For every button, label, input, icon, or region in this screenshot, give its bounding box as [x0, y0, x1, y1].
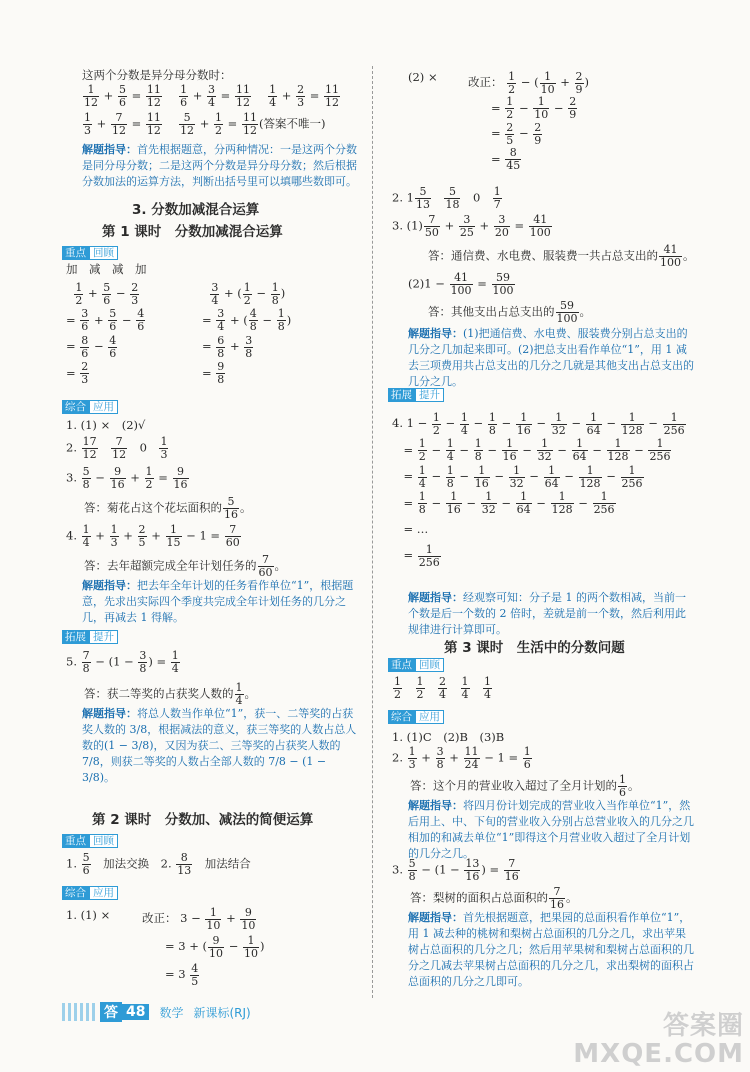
answer-text: 答：其他支出占总支出的 $\frac{59}{100}$ 。	[428, 299, 591, 325]
equation-row: $\frac{1}{12}$ + $\frac{5}{6}$ = $\frac{11}{12}$ $\frac{1}{6}$ + $\frac{3}{4}$ = $\frac{11}{12}$ $\frac{1}{4}$ + $\frac{2}{3}$ = $\frac{11}{12}$	[84, 83, 340, 109]
hint-block: 解题指导：(1)把通信费、水电费、服装费分别占总支出的几分之几加起来即可。(2)把总支出看作单位“1”，用 1 减去三项费用共占总支出的几分之几就是其他支出占总支出的几分之几。	[408, 327, 694, 388]
answer-line: (2)1 − $\frac{41}{100}$ = $\frac{59}{100}$	[408, 271, 514, 297]
hint-block: 解题指导：将四月份计划完成的营业收入当作单位“1”，然后用上、中、下旬的营业收入分别占总营业收入的几分之几相加的和减去单位“1”即得这个月营业收入超过了全月计划的几分之几。	[408, 799, 694, 860]
footer-decoration	[62, 1003, 96, 1021]
column-divider	[372, 66, 373, 998]
answer-line: 1. (1)C (2)B (3)B	[392, 730, 505, 744]
answer-text: 答：菊花占这个花坛面积的 $\frac{5}{16}$ 。	[84, 495, 252, 521]
work-steps: $\frac{1}{2}$ + $\frac{5}{6}$ − $\frac{2}{3}$ = $\frac{3}{6}$ + $\frac{5}{6}$ − $\frac{4}{6}$ = $\frac{8}{6}$ − $\frac{4}{6}$ = $\frac{2}{3}$	[66, 280, 145, 386]
watermark: 答案圈 MXQE.COM	[573, 1011, 744, 1069]
intro-text: 这两个分数是异分母分数时：	[82, 68, 232, 82]
equation-row: $\frac{1}{3}$ + $\frac{7}{12}$ = $\frac{11}{12}$ $\frac{5}{12}$ + $\frac{1}{2}$ = $\frac{11}{12}$ (答案不唯一)	[84, 111, 326, 137]
badge-extend: 拓展 提升	[62, 630, 118, 644]
work-steps: $\frac{3}{4}$ + ( $\frac{1}{2}$ − $\frac{1}{8}$ ) = $\frac{3}{4}$ + ( $\frac{4}{8}$ − $\frac{1}{8}$ ) = $\frac{6}{8}$ + $\frac{3}{8}$ = $\frac{9}{8}$	[202, 280, 292, 386]
answer-line: 5. $\frac{7}{8}$ − (1 − $\frac{3}{8}$ ) = $\frac{1}{4}$	[66, 649, 179, 675]
right-column	[388, 0, 698, 1072]
answer-text: 答：这个月的营业收入超过了全月计划的 $\frac{1}{6}$ 。	[410, 773, 640, 799]
work-steps: 4. 1 − $\frac{1}{2}$ − $\frac{1}{4}$ − $\frac{1}{8}$ − $\frac{1}{16}$ − $\frac{1}{32}$ − $\frac{1}{64}$ − $\frac{1}{128}$ − $\frac{1}{256}$ = $\frac{1}{2}$ − $\frac{1}{4}$ − $\frac{1}{8}$ − $\frac{1}{16}$ − $\frac{1}{32}$ − $\frac{1}{64}$ − $\frac{1}{128}$ − $\frac{1}{256}$ = $\frac{1}{4}$ − $\frac{1}{8}$ − $\frac{1}{16}$ − $\frac{1}{32}$ − $\frac{1}{64}$ − $\frac{1}{128}$ − $\frac{1}{256}$ = $\frac{1}{8}$ − $\frac{1}{16}$ − $\frac{1}{32}$ − $\frac{1}{64}$ − $\frac{1}{128}$ − $\frac{1}{256}$ = … = $\frac{1}{256}$	[392, 410, 685, 569]
unit-title: 3. 分数加减混合运算	[132, 202, 260, 218]
hint-block: 解题指导：首先根据题意，把果园的总面积看作单位“1”，用 1 减去种的桃树和梨树占总面积的几分之几，求出苹果树占总面积的几分之几；然后用苹果树和梨树占总面积的几分之几减去苹果树占总面积的几分之几，求出梨树的面积占总面积的几分之几即可。	[408, 911, 694, 988]
footer-tag: 答	[100, 1002, 122, 1022]
badge-apply: 综合 应用	[388, 710, 444, 724]
work-steps: 改正： 3 − $\frac{1}{10}$ + $\frac{9}{10}$ = 3 + ( $\frac{9}{10}$ − $\frac{1}{10}$ ) = 3 $\frac{4}{5}$	[142, 905, 265, 988]
hint-block: 解题指导：把去年全年计划的任务看作单位“1”，根据题意，先求出实际四个季度共完成全年计划任务的几分之几，再减去 1 得解。	[82, 579, 354, 624]
badge-key: 重点 回顾	[62, 834, 118, 848]
left-column	[62, 0, 362, 1072]
answer-line: 1. $\frac{5}{6}$ 加法交换 2. $\frac{8}{13}$ 加法结合	[66, 851, 251, 877]
hint-block: 解题指导：首先根据题意，分两种情况：一是这两个分数是同分母分数；二是这两个分数是异分母分数；然后根据分数加法的运算方法，判断出括号里可以填哪些数即可。	[82, 143, 357, 188]
badge-key: 重点 回顾	[62, 246, 118, 260]
subject-label: 数学	[159, 1005, 184, 1020]
lesson-title: 第 1 课时 分数加减混合运算	[102, 224, 283, 240]
hint-block: 解题指导：将总人数当作单位“1”，获一、二等奖的占获奖人数的 3/8，根据减法的意义，获三等奖的人数占总人数的(1 − 3/8)，又因为获二、三等奖的占获奖人数的 7/8，则获二等奖的人数占全部人数的 7/8 − (1 − 3/8)。	[82, 707, 357, 784]
answer-text: 答：梨树的面积占总面积的 $\frac{7}{16}$ 。	[410, 885, 578, 911]
badge-key: 重点 回顾	[388, 658, 444, 672]
answer-line: 2. $\frac{17}{12}$ $\frac{7}{12}$ 0 $\frac{1}{3}$	[66, 435, 168, 461]
badge-apply: 综合 应用	[62, 400, 118, 414]
answer-line: 3. $\frac{5}{8}$ − $\frac{9}{16}$ + $\frac{1}{2}$ = $\frac{9}{16}$	[66, 465, 188, 491]
operation-words: 加 减 减 加	[66, 262, 147, 276]
page-footer	[62, 1002, 251, 1022]
edition-label: 新课标(RJ)	[193, 1005, 251, 1020]
badge-apply: 综合 应用	[62, 886, 118, 900]
lesson-title: 第 3 课时 生活中的分数问题	[444, 640, 625, 656]
page-number: 48	[122, 1004, 149, 1020]
answer-text: 答：通信费、水电费、服装费一共占总支出的 $\frac{41}{100}$ 。	[428, 243, 695, 269]
answer-line: 2. $\frac{1}{3}$ + $\frac{3}{8}$ + $\frac{11}{24}$ − 1 = $\frac{1}{6}$	[392, 745, 531, 771]
lesson-title: 第 2 课时 分数加、减法的简便运算	[92, 812, 314, 828]
answer-line: 3. $\frac{5}{8}$ − (1 − $\frac{13}{16}$ ) = $\frac{7}{16}$	[392, 857, 519, 883]
answer-line: (2) ×	[408, 70, 438, 84]
answer-line: 1. (1) ×	[66, 908, 111, 922]
answer-line: 2. 1 $\frac{5}{13}$ $\frac{5}{18}$ 0 $\frac{1}{7}$	[392, 185, 501, 211]
answer-line: $\frac{1}{2}$ $\frac{1}{2}$ $\frac{2}{4}$ $\frac{1}{4}$ $\frac{1}{4}$	[394, 675, 491, 701]
answer-line: 1. (1) × (2)√	[66, 418, 146, 432]
answer-line: 3. (1) $\frac{7}{50}$ + $\frac{3}{25}$ + $\frac{3}{20}$ = $\frac{41}{100}$	[392, 213, 551, 239]
answer-text: 答：获二等奖的占获奖人数的 $\frac{1}{4}$ 。	[84, 681, 256, 707]
hint-block: 解题指导：经观察可知：分子是 1 的两个数相减，当前一个数是后一个数的 2 倍时，差就是前一个数，然后利用此规律进行计算即可。	[408, 591, 686, 636]
work-steps: 改正： $\frac{1}{2}$ − ( $\frac{1}{10}$ + $\frac{2}{9}$ ) = $\frac{1}{2}$ − $\frac{1}{10}$ − $\frac{2}{9}$ = $\frac{2}{5}$ − $\frac{2}{9}$ = $\frac{8}{45}$	[468, 69, 590, 172]
answer-line: 4. $\frac{1}{4}$ + $\frac{1}{3}$ + $\frac{2}{5}$ + $\frac{1}{15}$ − 1 = $\frac{7}{60}$	[66, 523, 240, 549]
badge-extend: 拓展 提升	[388, 388, 444, 402]
answer-text: 答：去年超额完成全年计划任务的 $\frac{7}{60}$ 。	[84, 553, 286, 579]
